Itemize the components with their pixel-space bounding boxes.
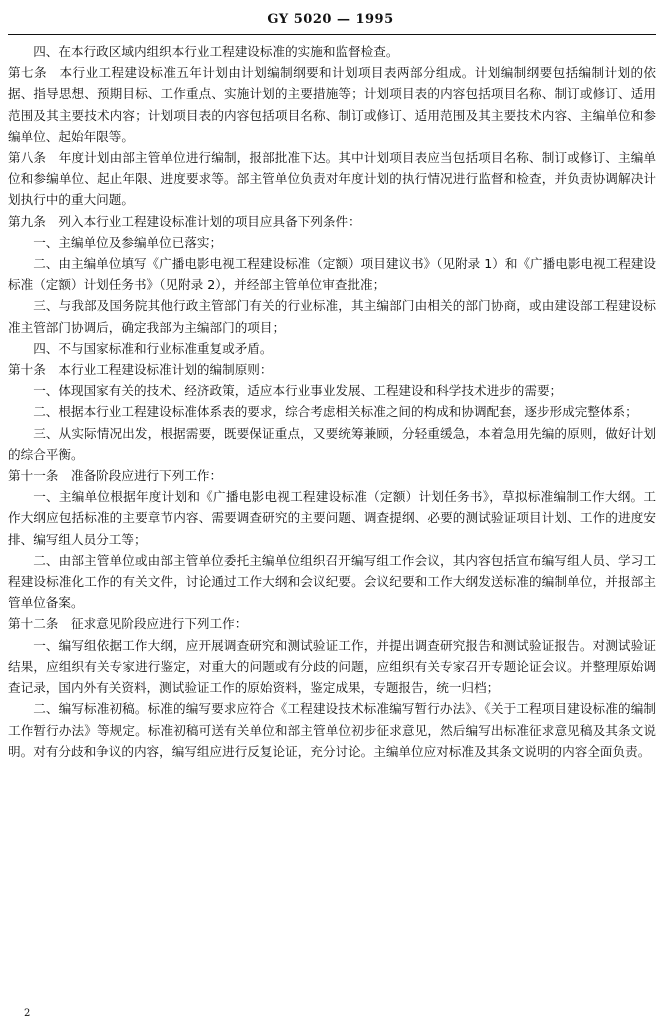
article-number: 第七条 [8,65,47,81]
item-paragraph: 二、由主编单位填写《广播电影电视工程建设标准（定额）项目建议书》（见附录 1）和《广播电影电视工程建设标准（定额）计划任务书》（见附录 2），并经部主管单位审查批准； [8,256,656,293]
article-text: 年度计划由部主管单位进行编制，报部批准下达。其中计划项目表应当包括项目名称、制订或修订、主编单位和参编单位、起止年限、进度要求等。部主管单位负责对年度计划的执行情况进行监督和检查，并负责协调解决计划执行中的重大问题。 [8,150,657,208]
item-paragraph: 一、主编单位及参编单位已落实； [33,234,223,250]
article-paragraph [8,62,656,147]
article-text: 列入本行业工程建设标准计划的项目应具备下列条件： [58,213,361,229]
item-paragraph: 二、编写标准初稿。标准的编写要求应符合《工程建设技术标准编写暂行办法》、《关于工程项目建设标准的编制工作暂行办法》等规定。标准初稿可送有关单位和部主管单位初步征求意见，然后编写出标准征求意见稿及其条文说明。对有分歧和争议的内容，编写组应进行反复论证，充分讨论。主编单位应对标准及其条文说明的内容全面负责。 [8,701,656,759]
article-text: 征求意见阶段应进行下列工作： [70,616,248,632]
article-number: 第十二条 [8,616,59,632]
header-rule [8,34,656,35]
article-paragraph [8,359,656,380]
article-text: 本行业工程建设标准计划的编制原则： [58,362,273,378]
item-paragraph: 三、与我部及国务院其他行政主管部门有关的行业标准，其主编部门由相关的部门协商，或由建设部工程建设标准主管部门协调后，确定我部为主编部门的项目； [8,298,656,335]
document-body [8,41,656,762]
article-paragraph [8,147,656,211]
item-paragraph: 四、在本行政区域内组织本行业工程建设标准的实施和监督检查。 [33,44,399,59]
article-number: 第八条 [8,150,47,166]
item-paragraph: 二、根据本行业工程建设标准体系表的要求，综合考虑相关标准之间的构成和协调配套，逐步形成完整体系； [33,404,638,420]
item-paragraph: 三、从实际情况出发，根据需要，既要保证重点，又要统筹兼顾，分轻重缓急，本着急用先编的原则，做好计划的综合平衡。 [8,425,656,462]
article-number: 第十一条 [8,468,59,484]
item-paragraph: 二、由部主管单位或由部主管单位委托主编单位组织召开编写组工作会议，其内容包括宣布编写组人员、学习工程建设标准化工作的有关文件，讨论通过工作大纲和会议纪要。会议纪要和工作大纲发送标准的编制单位，并报部主管单位备案。 [8,552,656,611]
article-paragraph [8,211,656,232]
item-paragraph: 一、编写组依据工作大纲，应开展调查研究和测试验证工作，并提出调查研究报告和测试验证报告。对测试验证结果，应组织有关专家进行鉴定，对重大的问题或有分歧的问题，应组织有关专家召开专题论证会议。并整理原始调查记录，国内外有关资料，测试验证工作的原始资料，鉴定成果，专题报告，统一归档； [8,637,656,696]
header-standard-code: GY 5020 — 1995 [267,12,394,27]
item-paragraph: 四、不与国家标准和行业标准重复或矛盾。 [33,340,273,356]
page-number: 2 [24,1008,31,1019]
article-text: 本行业工程建设标准五年计划由计划编制纲要和计划项目表两部分组成。计划编制纲要包括编制计划的依据、指导思想、预期目标、工作重点、实施计划的主要措施等；计划项目表的内容包括项目名称、制订或修订、适用范围及其主要技术内容；计划项目表的内容包括项目名称、制订或修订、适用范围及其主要技术内容、主编单位和参编单位、起始年限等。 [8,65,657,144]
article-paragraph [8,613,656,634]
article-number: 第十条 [8,362,46,378]
item-paragraph: 一、主编单位根据年度计划和《广播电影电视工程建设标准（定额）计划任务书》，草拟标准编制工作大纲。工作大纲应包括标准的主要章节内容、需要调查研究的主要问题、调查提纲、必要的测试验证项目计划、工作的进度安排、编写组人员分工等； [8,489,656,547]
item-paragraph: 一、体现国家有关的技术、经济政策，适应本行业事业发展、工程建设和科学技术进步的需要； [33,383,563,399]
article-text: 准备阶段应进行下列工作： [70,468,223,484]
article-number: 第九条 [8,213,46,229]
article-paragraph [8,465,656,486]
